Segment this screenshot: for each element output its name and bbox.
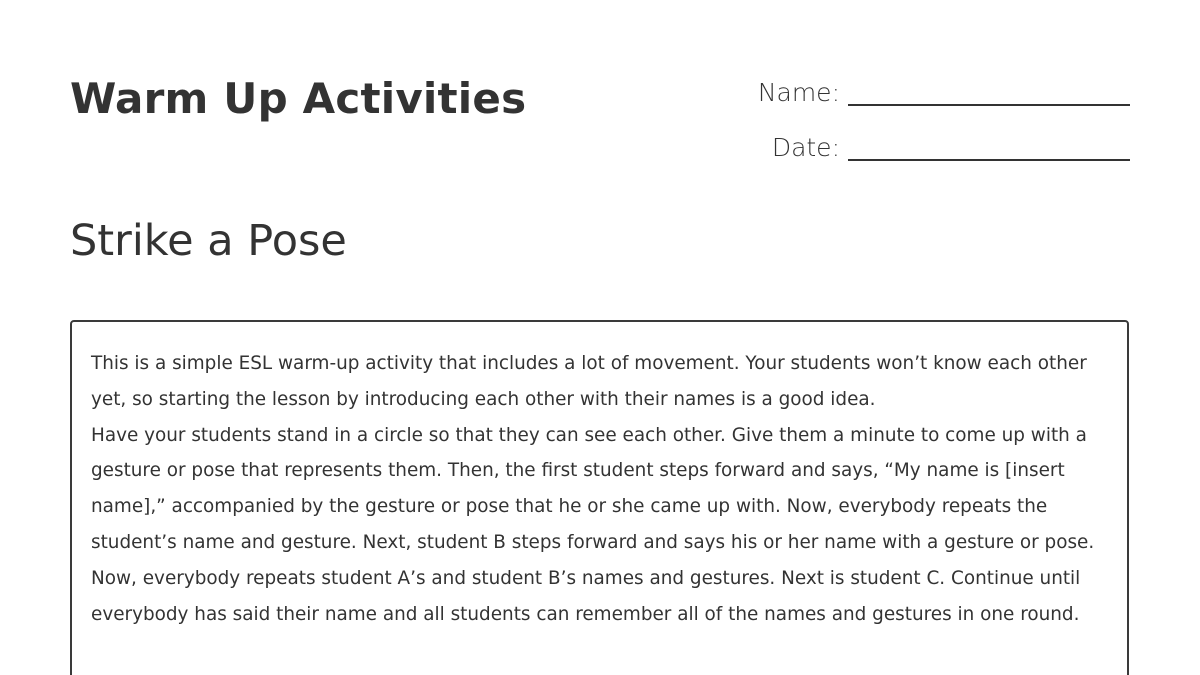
date-blank-line <box>848 159 1130 161</box>
name-blank-line <box>848 104 1130 106</box>
activity-description-box <box>70 320 1129 675</box>
date-label: Date: <box>771 133 840 162</box>
activity-paragraph-2: Have your students stand in a circle so that they can see each other. Give them a minute to come up with a gesture or pose that represents them. Then, the first student steps forward and says, “My name is [insert name],” accompanied by the gesture or pose that he or she came up with. Now, everybody repeats the student’s name and gesture. Next, student B steps forward and says his or her name with a gesture or pose. Now, everybody repeats student A’s and student B’s names and gestures. Next is student C. Continue until everybody has said their name and all students can remember all of the names and gestures in one round. <box>91 424 1095 625</box>
date-field <box>720 131 1130 165</box>
name-field <box>720 76 1130 110</box>
activity-heading: Strike a Pose <box>70 216 347 266</box>
name-label: Name: <box>757 78 840 107</box>
activity-paragraph-1: This is a simple ESL warm-up activity that includes a lot of movement. Your students won’t know each other yet, so starting the lesson by introducing each other with their names is a good idea. <box>91 353 1087 410</box>
worksheet-title: Warm Up Activities <box>70 74 527 123</box>
